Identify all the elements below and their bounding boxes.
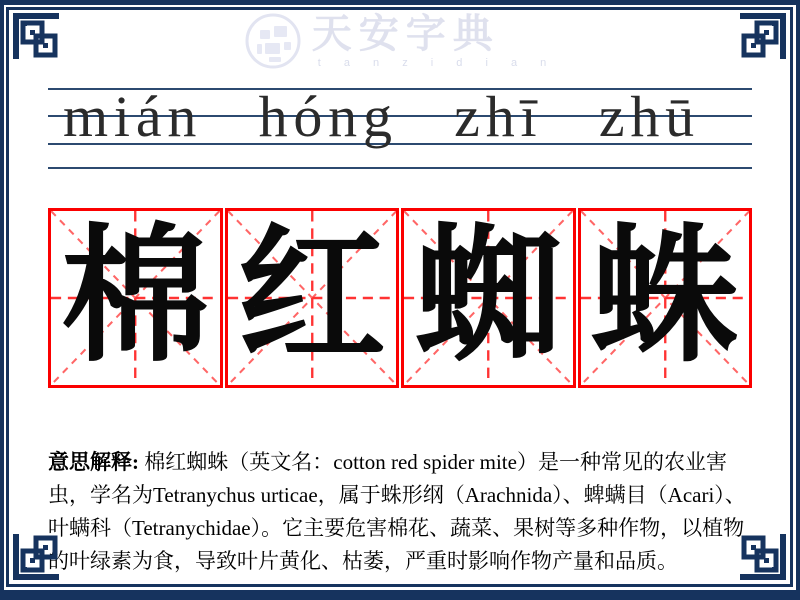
character-glyph: 蜘	[414, 216, 563, 380]
definition-label: 意思解释:	[48, 450, 139, 474]
character-glyph: 蛛	[590, 216, 739, 380]
definition	[48, 446, 754, 578]
character-grid-box	[578, 208, 753, 388]
pinyin-syllable: zhī	[454, 84, 543, 149]
definition-text: 棉红蜘蛛（英文名：cotton red spider mite）是一种常见的农业害虫，学名为Tetranychus urticae，属于蛛形纲（Arachnida）、蜱螨目（Acari）、叶螨科（Tetranychidae）。它主要危害棉花、蔬菜、果树等多种作物，以植物的叶绿素为食，导致叶片黄化、枯萎，严重时影响作物产量和品质。	[48, 450, 746, 573]
character-boxes	[48, 208, 752, 388]
guide-line	[48, 167, 752, 169]
logo-subtitle: t a n z i d i a n	[317, 57, 557, 69]
pinyin-text	[63, 84, 700, 149]
character-glyph: 棉	[61, 216, 210, 380]
character-grid-box	[48, 208, 223, 388]
pinyin-syllable: hóng	[258, 84, 398, 149]
character-grid-box	[225, 208, 400, 388]
fret-corner-icon	[10, 531, 62, 583]
character-grid-box	[401, 208, 576, 388]
logo[interactable]	[0, 12, 800, 70]
fret-corner-icon	[10, 10, 62, 62]
logo-title: 天安字典	[311, 11, 500, 56]
fret-corner-icon	[737, 531, 789, 583]
fret-corner-icon	[737, 10, 789, 62]
pinyin-guide-lines	[48, 84, 752, 168]
seal-icon	[244, 12, 302, 70]
logo-text	[312, 12, 556, 70]
character-glyph: 红	[237, 216, 386, 380]
pinyin-syllable: zhū	[598, 84, 700, 149]
pinyin-syllable: mián	[63, 84, 203, 149]
